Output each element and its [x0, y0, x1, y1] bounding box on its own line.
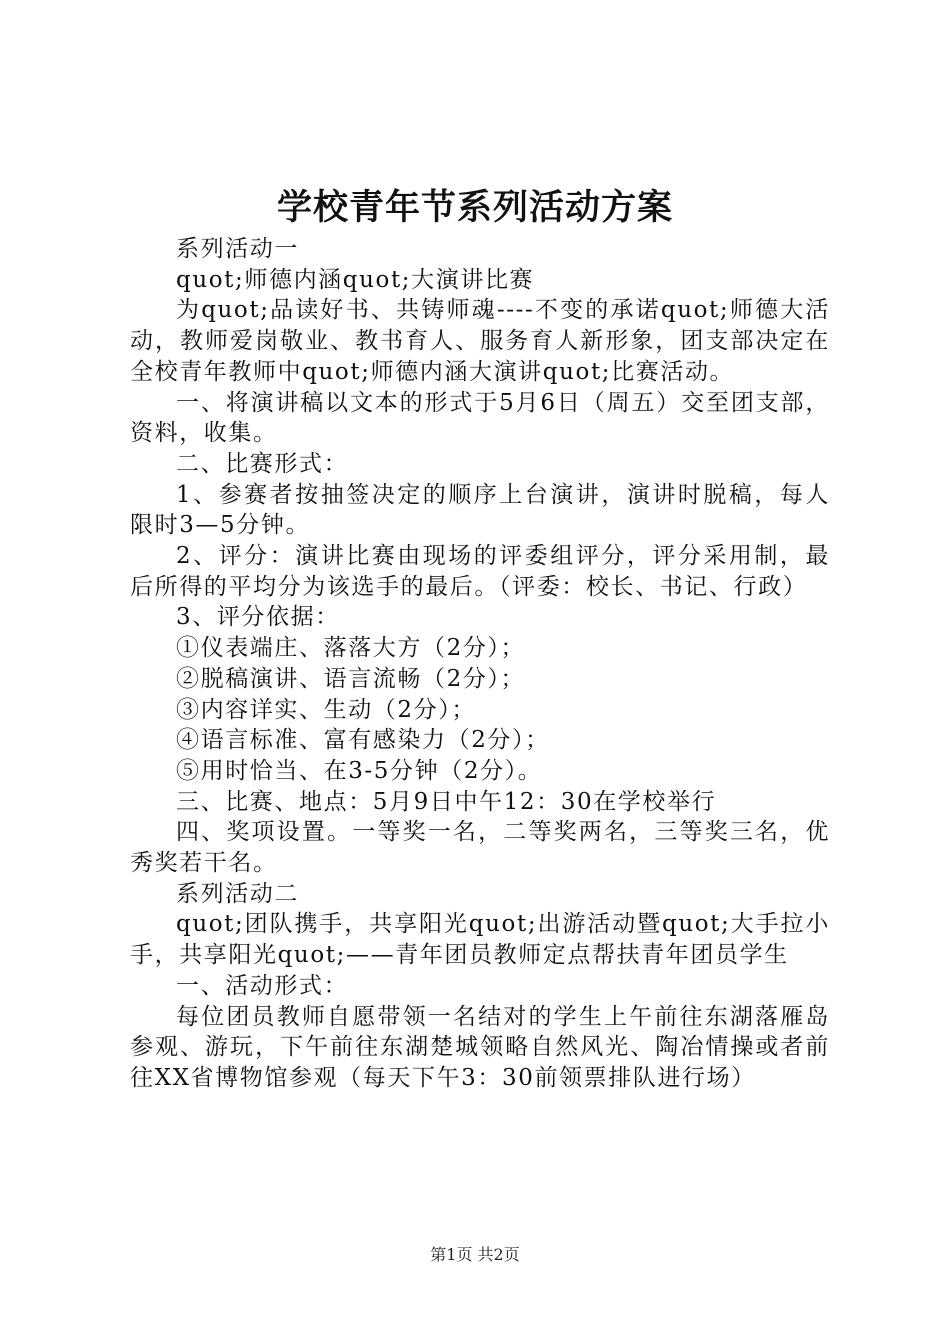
paragraph: quot;团队携手，共享阳光quot;出游活动暨quot;大手拉小手，共享阳光quot;——青年团员教师定点帮扶青年团员学生: [130, 911, 830, 969]
document-title: 学校青年节系列活动方案: [276, 187, 673, 228]
paragraph: 1、参赛者按抽签决定的顺序上台演讲，演讲时脱稿，每人限时3—5分钟。: [130, 481, 830, 539]
paragraph: 系列活动一: [176, 236, 299, 262]
page-number-footer: 第1页 共2页: [430, 1245, 520, 1264]
paragraph: 为quot;品读好书、共铸师魂----不变的承诺quot;师德大活动，教师爱岗敬业、教书育人、服务育人新形象，团支部决定在全校青年教师中quot;师德内涵大演讲quot;比赛活动。: [130, 297, 830, 385]
paragraph: 系列活动二: [176, 880, 299, 907]
paragraph: 三、比赛、地点：5月9日中午12：30在学校举行: [176, 788, 717, 815]
paragraph: 3、评分依据：: [176, 604, 340, 631]
paragraph: ①仪表端庄、落落大方（2分）；: [176, 635, 526, 662]
paragraph: ③内容详实、生动（2分）；: [176, 696, 476, 723]
paragraph: 一、将演讲稿以文本的形式于5月6日（周五）交至团支部，资料，收集。: [130, 389, 830, 447]
paragraph: ④语言标准、富有感染力（2分）；: [176, 727, 550, 754]
paragraph: ②脱稿演讲、语言流畅（2分）；: [176, 665, 526, 692]
paragraph: ⑤用时恰当、在3-5分钟（2分）。: [176, 757, 543, 784]
paragraph: 四、奖项设置。一等奖一名，二等奖两名，三等奖三名，优秀奖若干名。: [130, 819, 830, 877]
paragraph: 一、活动形式：: [176, 972, 349, 999]
paragraph: 每位团员教师自愿带领一名结对的学生上午前往东湖落雁岛参观、游玩，下午前往东湖楚城领略自然风光、陶冶情操或者前往XX省博物馆参观（每天下午3：30前领票排队进行场）: [130, 1003, 830, 1091]
paragraph: 二、比赛形式：: [176, 450, 349, 477]
paragraph: 2、评分：演讲比赛由现场的评委组评分，评分采用制，最后所得的平均分为该选手的最后。（评委：校长、书记、行政）: [130, 543, 830, 600]
paragraph: quot;师德内涵quot;大演讲比赛: [176, 266, 535, 293]
document-body: [130, 234, 830, 1094]
